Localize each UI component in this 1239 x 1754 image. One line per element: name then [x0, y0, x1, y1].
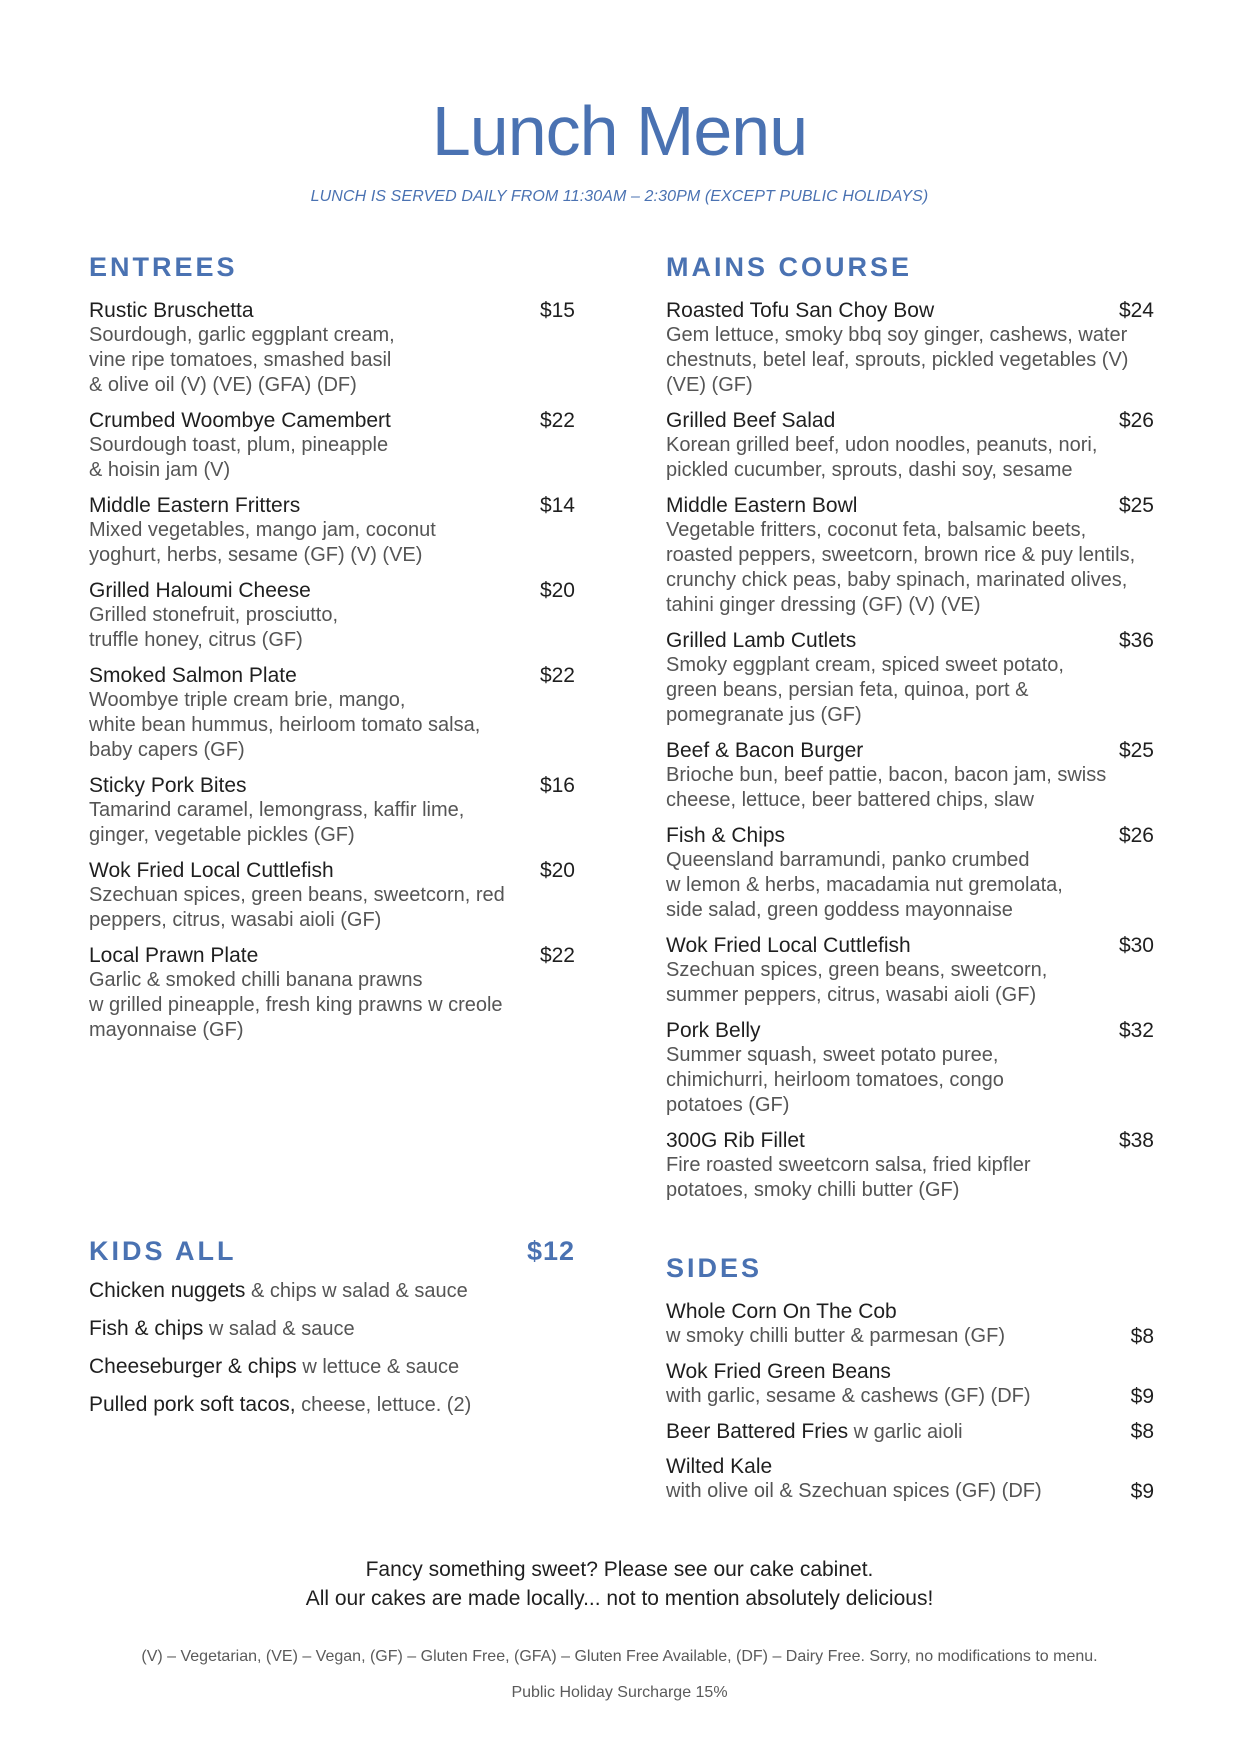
side-item-inline-description: w garlic aioli — [848, 1421, 963, 1443]
menu-item-description: Queensland barramundi, panko crumbed — [666, 849, 1030, 871]
menu-item-description: summer peppers, citrus, wasabi aioli (GF) — [666, 984, 1037, 1006]
entrees-list — [89, 298, 575, 1043]
menu-item-description: w lemon & herbs, macadamia nut gremolata, — [666, 874, 1063, 896]
menu-item-header — [666, 408, 1154, 433]
holiday-surcharge: Public Holiday Surcharge 15% — [511, 1684, 728, 1701]
menu-item-description: cheese, lettuce, beer battered chips, slaw — [666, 789, 1034, 811]
kids-item-description: cheese, lettuce. (2) — [295, 1394, 472, 1416]
kids-item-description: w lettuce & sauce — [296, 1356, 460, 1378]
menu-item — [89, 943, 575, 1043]
menu-item-description: chestnuts, betel leaf, sprouts, pickled vegetables (V) — [666, 349, 1129, 371]
menu-item — [89, 663, 575, 763]
menu-item-header — [666, 823, 1154, 848]
side-item-price: $8 — [1130, 1420, 1154, 1443]
menu-item-description: green beans, persian feta, quinoa, port & — [666, 679, 1029, 701]
menu-item-header — [666, 1018, 1154, 1043]
kids-item — [89, 1316, 575, 1342]
menu-item-header — [666, 933, 1154, 958]
menu-item-name: Grilled Beef Salad — [666, 409, 836, 432]
side-item — [666, 1454, 1154, 1504]
menu-item-price: $24 — [1118, 299, 1154, 322]
menu-item — [89, 773, 575, 848]
side-item — [666, 1359, 1154, 1409]
menu-item-description: potatoes (GF) — [666, 1094, 790, 1116]
menu-item-description: & hoisin jam (V) — [89, 459, 231, 481]
side-item-description: w smoky chilli butter & parmesan (GF) — [666, 1325, 1005, 1347]
kids-item-name: Chicken nuggets — [89, 1279, 246, 1302]
menu-item-description: roasted peppers, sweetcorn, brown rice & puy lentils, — [666, 544, 1136, 566]
side-item-text — [666, 1419, 1131, 1444]
menu-item-description: Summer squash, sweet potato puree, — [666, 1044, 999, 1066]
menu-item-price: $36 — [1118, 629, 1154, 652]
side-item-text — [666, 1454, 1131, 1504]
menu-item-name: 300G Rib Fillet — [666, 1129, 805, 1152]
sides-heading: SIDES — [666, 1253, 763, 1283]
menu-item — [666, 823, 1154, 923]
menu-title: Lunch Menu — [431, 92, 808, 170]
kids-item-description: & chips w salad & sauce — [245, 1280, 468, 1302]
menu-item-description: Mixed vegetables, mango jam, coconut — [89, 519, 436, 541]
menu-item-price: $14 — [539, 494, 575, 517]
menu-item — [89, 858, 575, 933]
menu-item-price: $25 — [1118, 494, 1154, 517]
dietary-legend: (V) – Vegetarian, (VE) – Vegan, (GF) – Gluten Free, (GFA) – Gluten Free Available, (DF) – Dairy Free. Sorry, no modifications to menu. — [141, 1648, 1098, 1665]
menu-item-name: Crumbed Woombye Camembert — [89, 409, 391, 432]
menu-item-description: w grilled pineapple, fresh king prawns w creole — [89, 994, 503, 1016]
menu-item-price: $32 — [1118, 1019, 1154, 1042]
menu-item-description: Garlic & smoked chilli banana prawns — [89, 969, 423, 991]
menu-item-price: $22 — [539, 944, 575, 967]
kids-header — [89, 1234, 575, 1268]
menu-item — [89, 298, 575, 398]
menu-item-name: Wok Fried Local Cuttlefish — [89, 859, 334, 882]
menu-item-header — [89, 858, 575, 883]
menu-item — [666, 493, 1154, 618]
menu-item-description: white bean hummus, heirloom tomato salsa, — [89, 714, 481, 736]
menu-item-name: Smoked Salmon Plate — [89, 664, 297, 687]
menu-item-name: Grilled Lamb Cutlets — [666, 629, 857, 652]
menu-subtitle: LUNCH IS SERVED DAILY FROM 11:30AM – 2:30PM (EXCEPT PUBLIC HOLIDAYS) — [310, 188, 929, 205]
menu-item-description: ginger, vegetable pickles (GF) — [89, 824, 355, 846]
kids-list — [89, 1278, 575, 1418]
menu-item — [89, 493, 575, 568]
menu-item-price: $30 — [1118, 934, 1154, 957]
menu-item-header — [89, 773, 575, 798]
menu-item-name: Middle Eastern Bowl — [666, 494, 858, 517]
sides-list — [666, 1299, 1154, 1504]
menu-item-description: Gem lettuce, smoky bbq soy ginger, cashews, water — [666, 324, 1128, 346]
entrees-section — [89, 250, 575, 1053]
menu-item-description: crunchy chick peas, baby spinach, marinated olives, — [666, 569, 1128, 591]
side-item — [666, 1419, 1154, 1444]
menu-item — [666, 1128, 1154, 1203]
menu-item-price: $20 — [539, 579, 575, 602]
menu-item — [666, 408, 1154, 483]
kids-item-description: w salad & sauce — [203, 1318, 355, 1340]
menu-item-name: Middle Eastern Fritters — [89, 494, 301, 517]
menu-item-description: (VE) (GF) — [666, 374, 753, 396]
menu-item-description: side salad, green goddess mayonnaise — [666, 899, 1013, 921]
entrees-heading: ENTREES — [89, 252, 238, 282]
menu-item — [89, 578, 575, 653]
side-item-name: Wok Fried Green Beans — [666, 1360, 891, 1383]
menu-item-name: Roasted Tofu San Choy Bow — [666, 299, 935, 322]
menu-item-description: peppers, citrus, wasabi aioli (GF) — [89, 909, 382, 931]
menu-item-header — [89, 298, 575, 323]
menu-item-description: Brioche bun, beef pattie, bacon, bacon jam, swiss — [666, 764, 1107, 786]
menu-item-name: Grilled Haloumi Cheese — [89, 579, 311, 602]
menu-item-price: $25 — [1118, 739, 1154, 762]
side-item-description: with olive oil & Szechuan spices (GF) (DF) — [666, 1480, 1042, 1502]
cake-note-line-1: Fancy something sweet? Please see our cake cabinet. — [365, 1558, 874, 1581]
menu-item-price: $38 — [1118, 1129, 1154, 1152]
menu-item-header — [666, 298, 1154, 323]
menu-item-name: Rustic Bruschetta — [89, 299, 254, 322]
menu-item-description: yoghurt, herbs, sesame (GF) (V) (VE) — [89, 544, 423, 566]
menu-item — [666, 628, 1154, 728]
menu-item-header — [89, 663, 575, 688]
menu-item-description: chimichurri, heirloom tomatoes, congo — [666, 1069, 1004, 1091]
menu-item — [666, 933, 1154, 1008]
side-item — [666, 1299, 1154, 1349]
menu-item — [666, 738, 1154, 813]
menu-item-description: tahini ginger dressing (GF) (V) (VE) — [666, 594, 981, 616]
kids-item — [89, 1392, 575, 1418]
menu-item — [89, 408, 575, 483]
menu-item-price: $22 — [539, 664, 575, 687]
menu-item-description: Fire roasted sweetcorn salsa, fried kipfler — [666, 1154, 1031, 1176]
menu-item-header — [89, 408, 575, 433]
kids-section — [89, 1234, 575, 1430]
menu-item-price: $20 — [539, 859, 575, 882]
kids-item-name: Fish & chips — [89, 1317, 204, 1340]
kids-heading: KIDS ALL — [89, 1236, 237, 1266]
menu-item-header — [666, 738, 1154, 763]
mains-list — [666, 298, 1154, 1203]
menu-item — [666, 298, 1154, 398]
menu-item-description: Sourdough toast, plum, pineapple — [89, 434, 389, 456]
side-item-name-line — [666, 1299, 1131, 1324]
menu-item-description: baby capers (GF) — [89, 739, 245, 761]
side-item-name: Beer Battered Fries — [666, 1420, 849, 1443]
menu-item-header — [666, 493, 1154, 518]
menu-item-price: $22 — [539, 409, 575, 432]
menu-item-description: Vegetable fritters, coconut feta, balsamic beets, — [666, 519, 1087, 541]
side-item-text — [666, 1359, 1131, 1409]
menu-item-price: $16 — [539, 774, 575, 797]
kids-item — [89, 1278, 575, 1304]
side-item-name: Whole Corn On The Cob — [666, 1300, 897, 1323]
menu-item — [666, 1018, 1154, 1118]
menu-item-description: Szechuan spices, green beans, sweetcorn, red — [89, 884, 505, 906]
menu-item-header — [89, 578, 575, 603]
menu-item-description: Sourdough, garlic eggplant cream, — [89, 324, 395, 346]
menu-item-price: $15 — [539, 299, 575, 322]
menu-item-description: potatoes, smoky chilli butter (GF) — [666, 1179, 960, 1201]
menu-item-description: truffle honey, citrus (GF) — [89, 629, 303, 651]
cake-note-line-2: All our cakes are made locally... not to mention absolutely delicious! — [305, 1587, 934, 1610]
kids-price: $12 — [526, 1236, 575, 1266]
menu-item-name: Pork Belly — [666, 1019, 761, 1042]
menu-item-description: Smoky eggplant cream, spiced sweet potato, — [666, 654, 1064, 676]
menu-item-price: $26 — [1118, 409, 1154, 432]
menu-item-name: Fish & Chips — [666, 824, 786, 847]
side-item-text — [666, 1299, 1131, 1349]
mains-section — [666, 250, 1154, 1213]
menu-item-description: Szechuan spices, green beans, sweetcorn, — [666, 959, 1048, 981]
menu-item-name: Local Prawn Plate — [89, 944, 259, 967]
menu-item-description: Korean grilled beef, udon noodles, peanuts, nori, — [666, 434, 1098, 456]
menu-item-description: Woombye triple cream brie, mango, — [89, 689, 406, 711]
menu-item-description: & olive oil (V) (VE) (GFA) (DF) — [89, 374, 357, 396]
menu-item-description: pomegranate jus (GF) — [666, 704, 862, 726]
menu-item-header — [666, 1128, 1154, 1153]
menu-item-description: Tamarind caramel, lemongrass, kaffir lime, — [89, 799, 465, 821]
menu-item-name: Sticky Pork Bites — [89, 774, 247, 797]
menu-item-price: $26 — [1118, 824, 1154, 847]
side-item-price: $9 — [1130, 1385, 1154, 1408]
kids-item-name: Cheeseburger & chips — [89, 1355, 297, 1378]
side-item-name: Wilted Kale — [666, 1455, 773, 1478]
kids-item-name: Pulled pork soft tacos, — [89, 1393, 296, 1416]
menu-item-description: mayonnaise (GF) — [89, 1019, 244, 1041]
menu-item-name: Beef & Bacon Burger — [666, 739, 864, 762]
side-item-description: with garlic, sesame & cashews (GF) (DF) — [666, 1385, 1031, 1407]
menu-item-description: Grilled stonefruit, prosciutto, — [89, 604, 338, 626]
cake-cabinet-note — [0, 1555, 1239, 1613]
side-item-name-line — [666, 1359, 1131, 1384]
menu-item-description: vine ripe tomatoes, smashed basil — [89, 349, 392, 371]
menu-item-header — [89, 943, 575, 968]
menu-item-description: pickled cucumber, sprouts, dashi soy, sesame — [666, 459, 1073, 481]
mains-heading: MAINS COURSE — [666, 252, 913, 282]
side-item-name-line — [666, 1419, 1131, 1444]
menu-item-header — [89, 493, 575, 518]
sides-section — [666, 1251, 1154, 1514]
side-item-price: $9 — [1130, 1480, 1154, 1503]
side-item-price: $8 — [1130, 1325, 1154, 1348]
side-item-name-line — [666, 1454, 1131, 1479]
menu-item-name: Wok Fried Local Cuttlefish — [666, 934, 911, 957]
kids-item — [89, 1354, 575, 1380]
menu-item-header — [666, 628, 1154, 653]
